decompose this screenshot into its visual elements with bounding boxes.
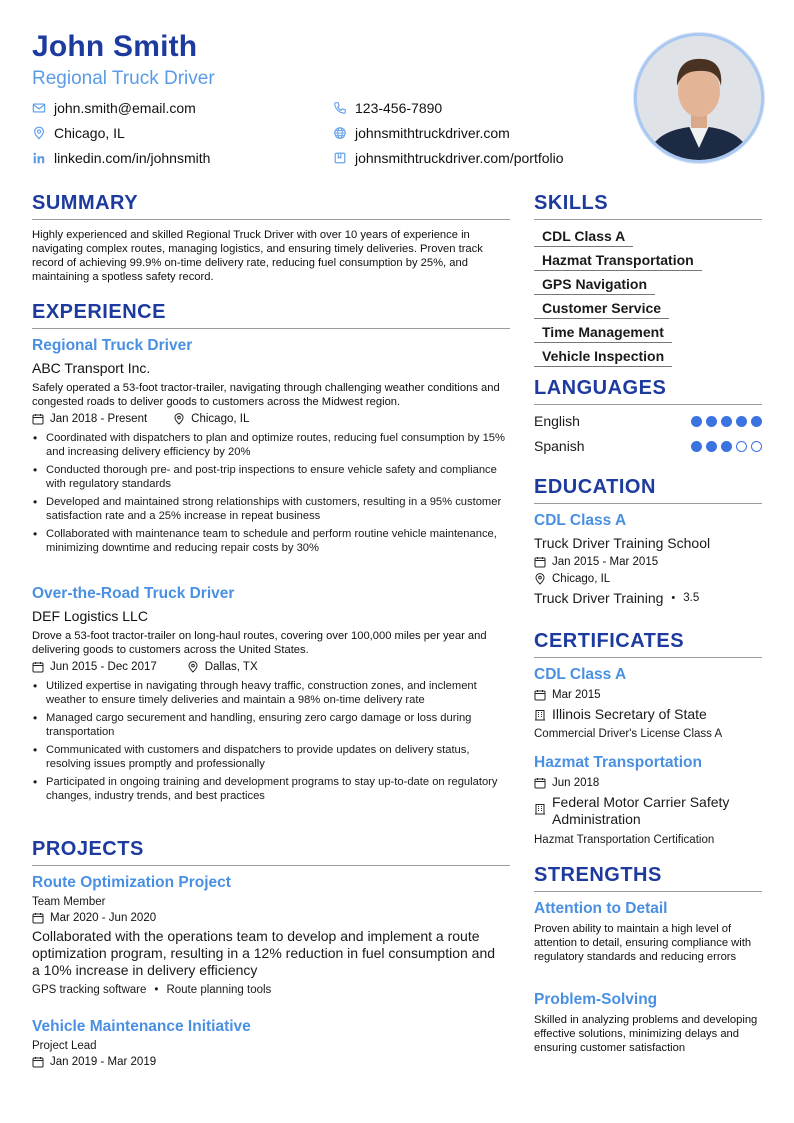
level-dot-filled <box>706 441 717 452</box>
project-description: Collaborated with the operations team to develop and implement a route optimization program, resulting in a 12% reduction in fuel consumption and a 10% increase in delivery efficiency <box>32 928 496 978</box>
list-item: • Managed cargo securement and handling, ensuring zero cargo damage or loss during transportation <box>46 711 510 739</box>
level-dot-filled <box>691 441 702 452</box>
job-company: DEF Logistics LLC <box>32 608 148 624</box>
project-dates-text: Jan 2019 - Mar 2019 <box>50 1056 157 1068</box>
certificate-entry <box>534 754 762 846</box>
calendar-icon <box>534 556 546 568</box>
job-title: Over-the-Road Truck Driver <box>32 585 235 602</box>
gpa-value: 3.5 <box>683 592 700 604</box>
calendar-icon <box>32 912 44 924</box>
list-item: • Collaborated with maintenance team to schedule and perform routine vehicle maintenance, minimizing downtime and reducing repair costs by 30% <box>46 527 510 555</box>
skill-tag: GPS Navigation <box>534 276 655 295</box>
education-heading: EDUCATION <box>534 476 656 498</box>
summary-text: Highly experienced and skilled Regional Truck Driver with over 10 years of experience in navigating complex routes, managing logistics, and ensuring timely deliveries. Proven track record of achieving 99.9% on-time delivery rate, reducing fuel consumption by 25%, and maintaining a spotless safety record. <box>32 229 483 283</box>
linkedin-icon <box>32 151 46 165</box>
job-entry <box>32 585 510 807</box>
location-icon <box>534 573 546 585</box>
contact-website[interactable] <box>333 125 510 141</box>
location-icon <box>32 126 46 140</box>
level-dot-filled <box>706 416 717 427</box>
certificates-heading: CERTIFICATES <box>534 630 685 652</box>
globe-icon <box>333 126 347 140</box>
level-dot-empty <box>736 441 747 452</box>
skill-tag: Hazmat Transportation <box>534 252 702 271</box>
linkedin-text: linkedin.com/in/johnsmith <box>54 150 211 166</box>
education-divider <box>534 503 762 504</box>
job-dates <box>32 413 147 425</box>
mail-icon <box>32 101 46 115</box>
list-item: • Utilized expertise in navigating through heavy traffic, construction zones, and inclement weather to ensure timely deliveries and maintain a 98% on-time delivery rate <box>46 679 510 707</box>
job-entry <box>32 337 510 559</box>
building-icon <box>534 709 546 721</box>
languages-heading: LANGUAGES <box>534 377 667 399</box>
summary-divider <box>32 219 510 220</box>
calendar-icon <box>534 777 546 789</box>
certificate-date <box>534 777 762 789</box>
project-dates-text: Mar 2020 - Jun 2020 <box>50 912 157 924</box>
job-title: Regional Truck Driver <box>32 337 193 354</box>
project-entry <box>32 874 510 996</box>
list-item: • Participated in ongoing training and development programs to stay up-to-date on regulatory changes, industry trends, and best practices <box>46 775 510 803</box>
certificate-name: Hazmat Transportation <box>534 754 702 771</box>
project-entry <box>32 1018 510 1068</box>
contact-portfolio[interactable] <box>333 150 564 166</box>
portfolio-text: johnsmithtruckdriver.com/portfolio <box>355 150 564 166</box>
phone-text: 123-456-7890 <box>355 100 443 116</box>
job-location <box>173 413 249 425</box>
skill-tag: Time Management <box>534 324 672 343</box>
strength-description: Proven ability to maintain a high level of attention to detail, ensuring compliance with regulatory standards and reducing errors <box>534 923 752 963</box>
level-dot-filled <box>721 416 732 427</box>
profile-photo <box>634 33 764 163</box>
certificate-issuer-text: Illinois Secretary of State <box>552 706 707 722</box>
contact-email[interactable] <box>32 100 196 116</box>
strength-entry <box>534 991 760 1055</box>
list-item: • Coordinated with dispatchers to plan and optimize routes, reducing fuel consumption by 15% and increasing delivery efficiency by 20% <box>46 431 510 459</box>
project-title: Vehicle Maintenance Initiative <box>32 1018 251 1035</box>
job-dates-text: Jun 2015 - Dec 2017 <box>50 661 157 673</box>
portfolio-icon <box>333 151 347 165</box>
candidate-role: Regional Truck Driver <box>32 68 215 89</box>
level-dot-empty <box>751 441 762 452</box>
languages-divider <box>534 404 762 405</box>
certificate-date <box>534 689 762 701</box>
avatar-icon <box>637 36 761 160</box>
tool-tag: GPS tracking software <box>32 984 147 996</box>
certificate-description: Hazmat Transportation Certification <box>534 834 715 846</box>
list-item: • Communicated with customers and dispatchers to provide updates on delivery status, resolving issues promptly and professionally <box>46 743 510 771</box>
certificates-divider <box>534 657 762 658</box>
tool-separator: • <box>154 984 159 996</box>
level-dot-filled <box>751 416 762 427</box>
strength-name: Attention to Detail <box>534 900 668 917</box>
level-dot-filled <box>736 416 747 427</box>
project-dates <box>32 1056 510 1068</box>
skills-list <box>534 228 762 367</box>
strengths-divider <box>534 891 762 892</box>
experience-heading: EXPERIENCE <box>32 301 166 323</box>
location-icon <box>187 661 199 673</box>
tool-tag: Route planning tools <box>166 984 272 996</box>
location-text: Chicago, IL <box>54 125 125 141</box>
job-bullets <box>32 431 510 555</box>
degree-title: CDL Class A <box>534 512 627 529</box>
location-icon <box>173 413 185 425</box>
education-dates-text: Jan 2015 - Mar 2015 <box>552 556 659 568</box>
skills-heading: SKILLS <box>534 192 609 214</box>
list-item: • Conducted thorough pre- and post-trip inspections to ensure vehicle safety and compliance with regulatory standards <box>46 463 510 491</box>
certificate-issuer-text: Federal Motor Carrier Safety Administration <box>552 794 730 827</box>
level-dot-filled <box>691 416 702 427</box>
job-dates <box>32 661 157 673</box>
calendar-icon <box>32 1056 44 1068</box>
phone-icon <box>333 101 347 115</box>
education-location <box>534 573 762 585</box>
language-name: English <box>534 413 580 429</box>
calendar-icon <box>32 413 44 425</box>
project-role: Project Lead <box>32 1040 97 1052</box>
candidate-name: John Smith <box>32 30 198 63</box>
project-title: Route Optimization Project <box>32 874 231 891</box>
language-level <box>691 416 762 427</box>
certificate-description: Commercial Driver's License Class A <box>534 728 723 740</box>
certificate-issuer <box>534 706 762 722</box>
job-location-text: Chicago, IL <box>191 413 250 425</box>
job-location-text: Dallas, TX <box>204 661 258 673</box>
job-company: ABC Transport Inc. <box>32 360 151 376</box>
language-row <box>534 413 762 429</box>
certificate-date-text: Jun 2018 <box>552 777 600 789</box>
calendar-icon <box>32 661 44 673</box>
job-description: Drove a 53-foot tractor-trailer on long-haul routes, covering over 100,000 miles per year and delivering goods to customers across the United States. <box>32 630 487 656</box>
contact-location <box>32 125 125 141</box>
strengths-heading: STRENGTHS <box>534 864 662 886</box>
strength-entry <box>534 900 760 964</box>
calendar-icon <box>534 689 546 701</box>
project-dates <box>32 912 510 924</box>
strength-name: Problem-Solving <box>534 991 658 1008</box>
education-entry <box>534 512 762 606</box>
education-location-text: Chicago, IL <box>552 573 611 585</box>
skill-tag: Customer Service <box>534 300 669 319</box>
program-name: Truck Driver Training <box>534 590 664 606</box>
projects-divider <box>32 865 510 866</box>
language-name: Spanish <box>534 438 585 454</box>
skill-tag: Vehicle Inspection <box>534 348 672 367</box>
summary-heading: SUMMARY <box>32 192 139 214</box>
language-level <box>691 441 762 452</box>
skill-tag: CDL Class A <box>534 228 633 247</box>
website-text: johnsmithtruckdriver.com <box>355 125 510 141</box>
projects-heading: PROJECTS <box>32 838 144 860</box>
skills-divider <box>534 219 762 220</box>
certificate-name: CDL Class A <box>534 666 627 683</box>
language-row <box>534 438 762 454</box>
school-name: Truck Driver Training School <box>534 535 711 551</box>
email-text: john.smith@email.com <box>54 100 196 116</box>
strength-description: Skilled in analyzing problems and developing effective solutions, minimizing delays and ensuring customer satisfaction <box>534 1014 758 1054</box>
education-dates <box>534 556 762 568</box>
project-tools <box>32 984 510 996</box>
project-role: Team Member <box>32 896 106 908</box>
experience-divider <box>32 328 510 329</box>
education-program <box>534 590 762 606</box>
certificate-date-text: Mar 2015 <box>552 689 601 701</box>
certificate-entry <box>534 666 762 740</box>
building-icon <box>534 803 546 815</box>
job-bullets <box>32 679 510 803</box>
certificate-issuer <box>534 794 762 828</box>
level-dot-filled <box>721 441 732 452</box>
contact-phone[interactable] <box>333 100 442 116</box>
job-description: Safely operated a 53-foot tractor-trailer, navigating through challenging weather conditions and congested roads to deliver goods to customers across the Midwest region. <box>32 382 500 408</box>
job-dates-text: Jan 2018 - Present <box>50 413 148 425</box>
list-item: • Developed and maintained strong relationships with customers, resulting in a 95% customer satisfaction rate and a 25% increase in repeat business <box>46 495 510 523</box>
contact-linkedin[interactable] <box>32 150 210 166</box>
gpa-separator: • <box>671 592 676 604</box>
job-location <box>187 661 258 673</box>
